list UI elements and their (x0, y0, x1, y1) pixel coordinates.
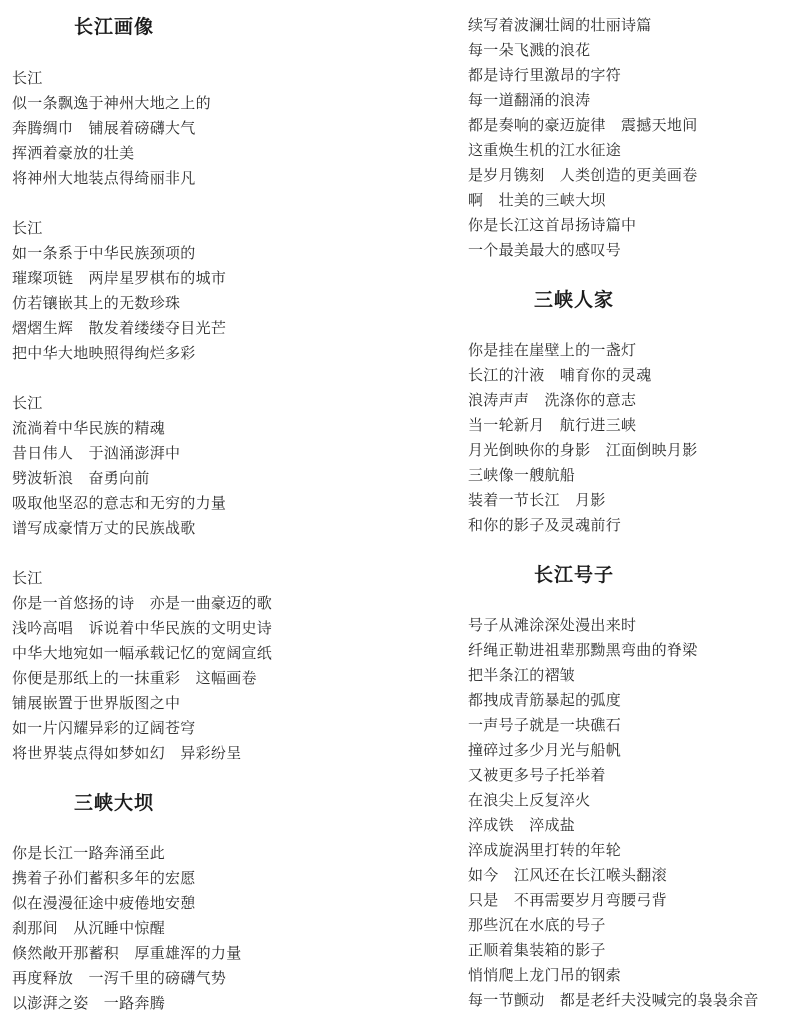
poem-line: 熠熠生辉 散发着缕缕夺目光芒 (12, 319, 227, 337)
poem-title: 三峡大坝 (74, 792, 155, 814)
poem-line: 中华大地宛如一幅承载记忆的宽阔宣纸 (12, 644, 273, 662)
poem-line: 啊 壮美的三峡大坝 (468, 191, 606, 209)
right-column (468, 0, 800, 1013)
poem-line: 再度释放 一泻千里的磅礴气势 (12, 969, 227, 987)
poem-line: 一声号子就是一块礁石 (468, 716, 622, 734)
poem-line: 长江的汁液 哺育你的灵魂 (468, 366, 652, 384)
poem-line: 你是长江这首昂扬诗篇中 (468, 216, 637, 234)
poem-line: 都是奏响的豪迈旋律 震撼天地间 (468, 116, 698, 134)
poem-line: 淬成旋涡里打转的年轮 (468, 841, 622, 859)
stanza (12, 391, 432, 541)
stanza (468, 13, 800, 263)
poem-line: 把半条江的褶皱 (468, 666, 576, 684)
poem-line: 昔日伟人 于汹涌澎湃中 (12, 444, 181, 462)
poem-line: 在浪尖上反复淬火 (468, 791, 591, 809)
poem-line: 璀璨项链 两岸星罗棋布的城市 (12, 269, 227, 287)
poem-line: 铺展嵌置于世界版图之中 (12, 694, 181, 712)
poem-line: 淬成铁 淬成盐 (468, 816, 576, 834)
poem-line: 长江 (12, 69, 43, 87)
poem-line: 将世界装点得如梦如幻 异彩纷呈 (12, 744, 242, 762)
poem-line: 携着子孙们蓄积多年的宏愿 (12, 869, 196, 887)
poem-line: 长江 (12, 569, 43, 587)
poem-line: 你是长江一路奔涌至此 (12, 844, 166, 862)
poem-title: 长江画像 (74, 16, 155, 38)
poem-line: 纤绳正勒进祖辈那黝黑弯曲的脊梁 (468, 641, 698, 659)
poem-line: 奔腾绸巾 铺展着磅礴大气 (12, 119, 196, 137)
poem-line: 装着一节长江 月影 (468, 491, 606, 509)
poem-line: 和你的影子及灵魂前行 (468, 516, 622, 534)
poem-title: 长江号子 (534, 564, 615, 586)
stanza (12, 566, 432, 766)
stanza (468, 613, 800, 1013)
stanza (468, 338, 800, 538)
poem-line: 又被更多号子托举着 (468, 766, 606, 784)
poem-line: 流淌着中华民族的精魂 (12, 419, 166, 437)
poem-line: 倏然敞开那蓄积 厚重雄浑的力量 (12, 944, 242, 962)
poem-line: 号子从滩涂深处漫出来时 (468, 616, 637, 634)
poem-line: 当一轮新月 航行进三峡 (468, 416, 637, 434)
poem-line: 你是一首悠扬的诗 亦是一曲豪迈的歌 (12, 594, 273, 612)
poem-line: 如一片闪耀异彩的辽阔苍穹 (12, 719, 196, 737)
poem-line: 长江 (12, 219, 43, 237)
stanza (12, 216, 432, 366)
poem-line: 你是挂在崖壁上的一盏灯 (468, 341, 637, 359)
left-column (12, 0, 432, 1016)
poem-line: 月光倒映你的身影 江面倒映月影 (468, 441, 698, 459)
poem-line: 将神州大地装点得绮丽非凡 (12, 169, 196, 187)
poem-line: 如一条系于中华民族颈项的 (12, 244, 196, 262)
poem-line: 每一道翻涌的浪涛 (468, 91, 591, 109)
poem-line: 仿若镶嵌其上的无数珍珠 (12, 294, 181, 312)
stanza (12, 66, 432, 191)
poem-line: 是岁月镌刻 人类创造的更美画卷 (468, 166, 698, 184)
poem-line: 续写着波澜壮阔的壮丽诗篇 (468, 16, 652, 34)
poem-line: 只是 不再需要岁月弯腰弓背 (468, 891, 667, 909)
poem-line: 刹那间 从沉睡中惊醒 (12, 919, 166, 937)
poem-line: 每一朵飞溅的浪花 (468, 41, 591, 59)
poem-line: 你便是那纸上的一抹重彩 这幅画卷 (12, 669, 257, 687)
poem-line: 三峡像一艘航船 (468, 466, 576, 484)
poem-line: 那些沉在水底的号子 (468, 916, 606, 934)
poem-line: 谱写成豪情万丈的民族战歌 (12, 519, 196, 537)
poem-line: 正顺着集装箱的影子 (468, 941, 606, 959)
poem-line: 撞碎过多少月光与船帆 (468, 741, 622, 759)
poem-line: 以澎湃之姿 一路奔腾 (12, 994, 166, 1012)
poem-line: 吸取他坚忍的意志和无穷的力量 (12, 494, 227, 512)
poem-line: 浅吟高唱 诉说着中华民族的文明史诗 (12, 619, 273, 637)
poem-line: 似一条飘逸于神州大地之上的 (12, 94, 211, 112)
stanza (12, 841, 432, 1016)
poem-line: 劈波斩浪 奋勇向前 (12, 469, 150, 487)
poem-line: 浪涛声声 洗涤你的意志 (468, 391, 637, 409)
poem-line: 长江 (12, 394, 43, 412)
poem-line: 都拽成青筋暴起的弧度 (468, 691, 622, 709)
poem-line: 一个最美最大的感叹号 (468, 241, 622, 259)
poem-line: 悄悄爬上龙门吊的钢索 (468, 966, 622, 984)
poem-line: 这重焕生机的江水征途 (468, 141, 622, 159)
poem-title: 三峡人家 (534, 289, 615, 311)
poem-line: 似在漫漫征途中疲倦地安憩 (12, 894, 196, 912)
poem-line: 挥洒着豪放的壮美 (12, 144, 135, 162)
poem-line: 每一节颤动 都是老纤夫没喊完的袅袅余音 (468, 991, 759, 1009)
poem-line: 把中华大地映照得绚烂多彩 (12, 344, 196, 362)
poem-line: 都是诗行里激昂的字符 (468, 66, 622, 84)
poem-line: 如今 江风还在长江喉头翻滚 (468, 866, 667, 884)
